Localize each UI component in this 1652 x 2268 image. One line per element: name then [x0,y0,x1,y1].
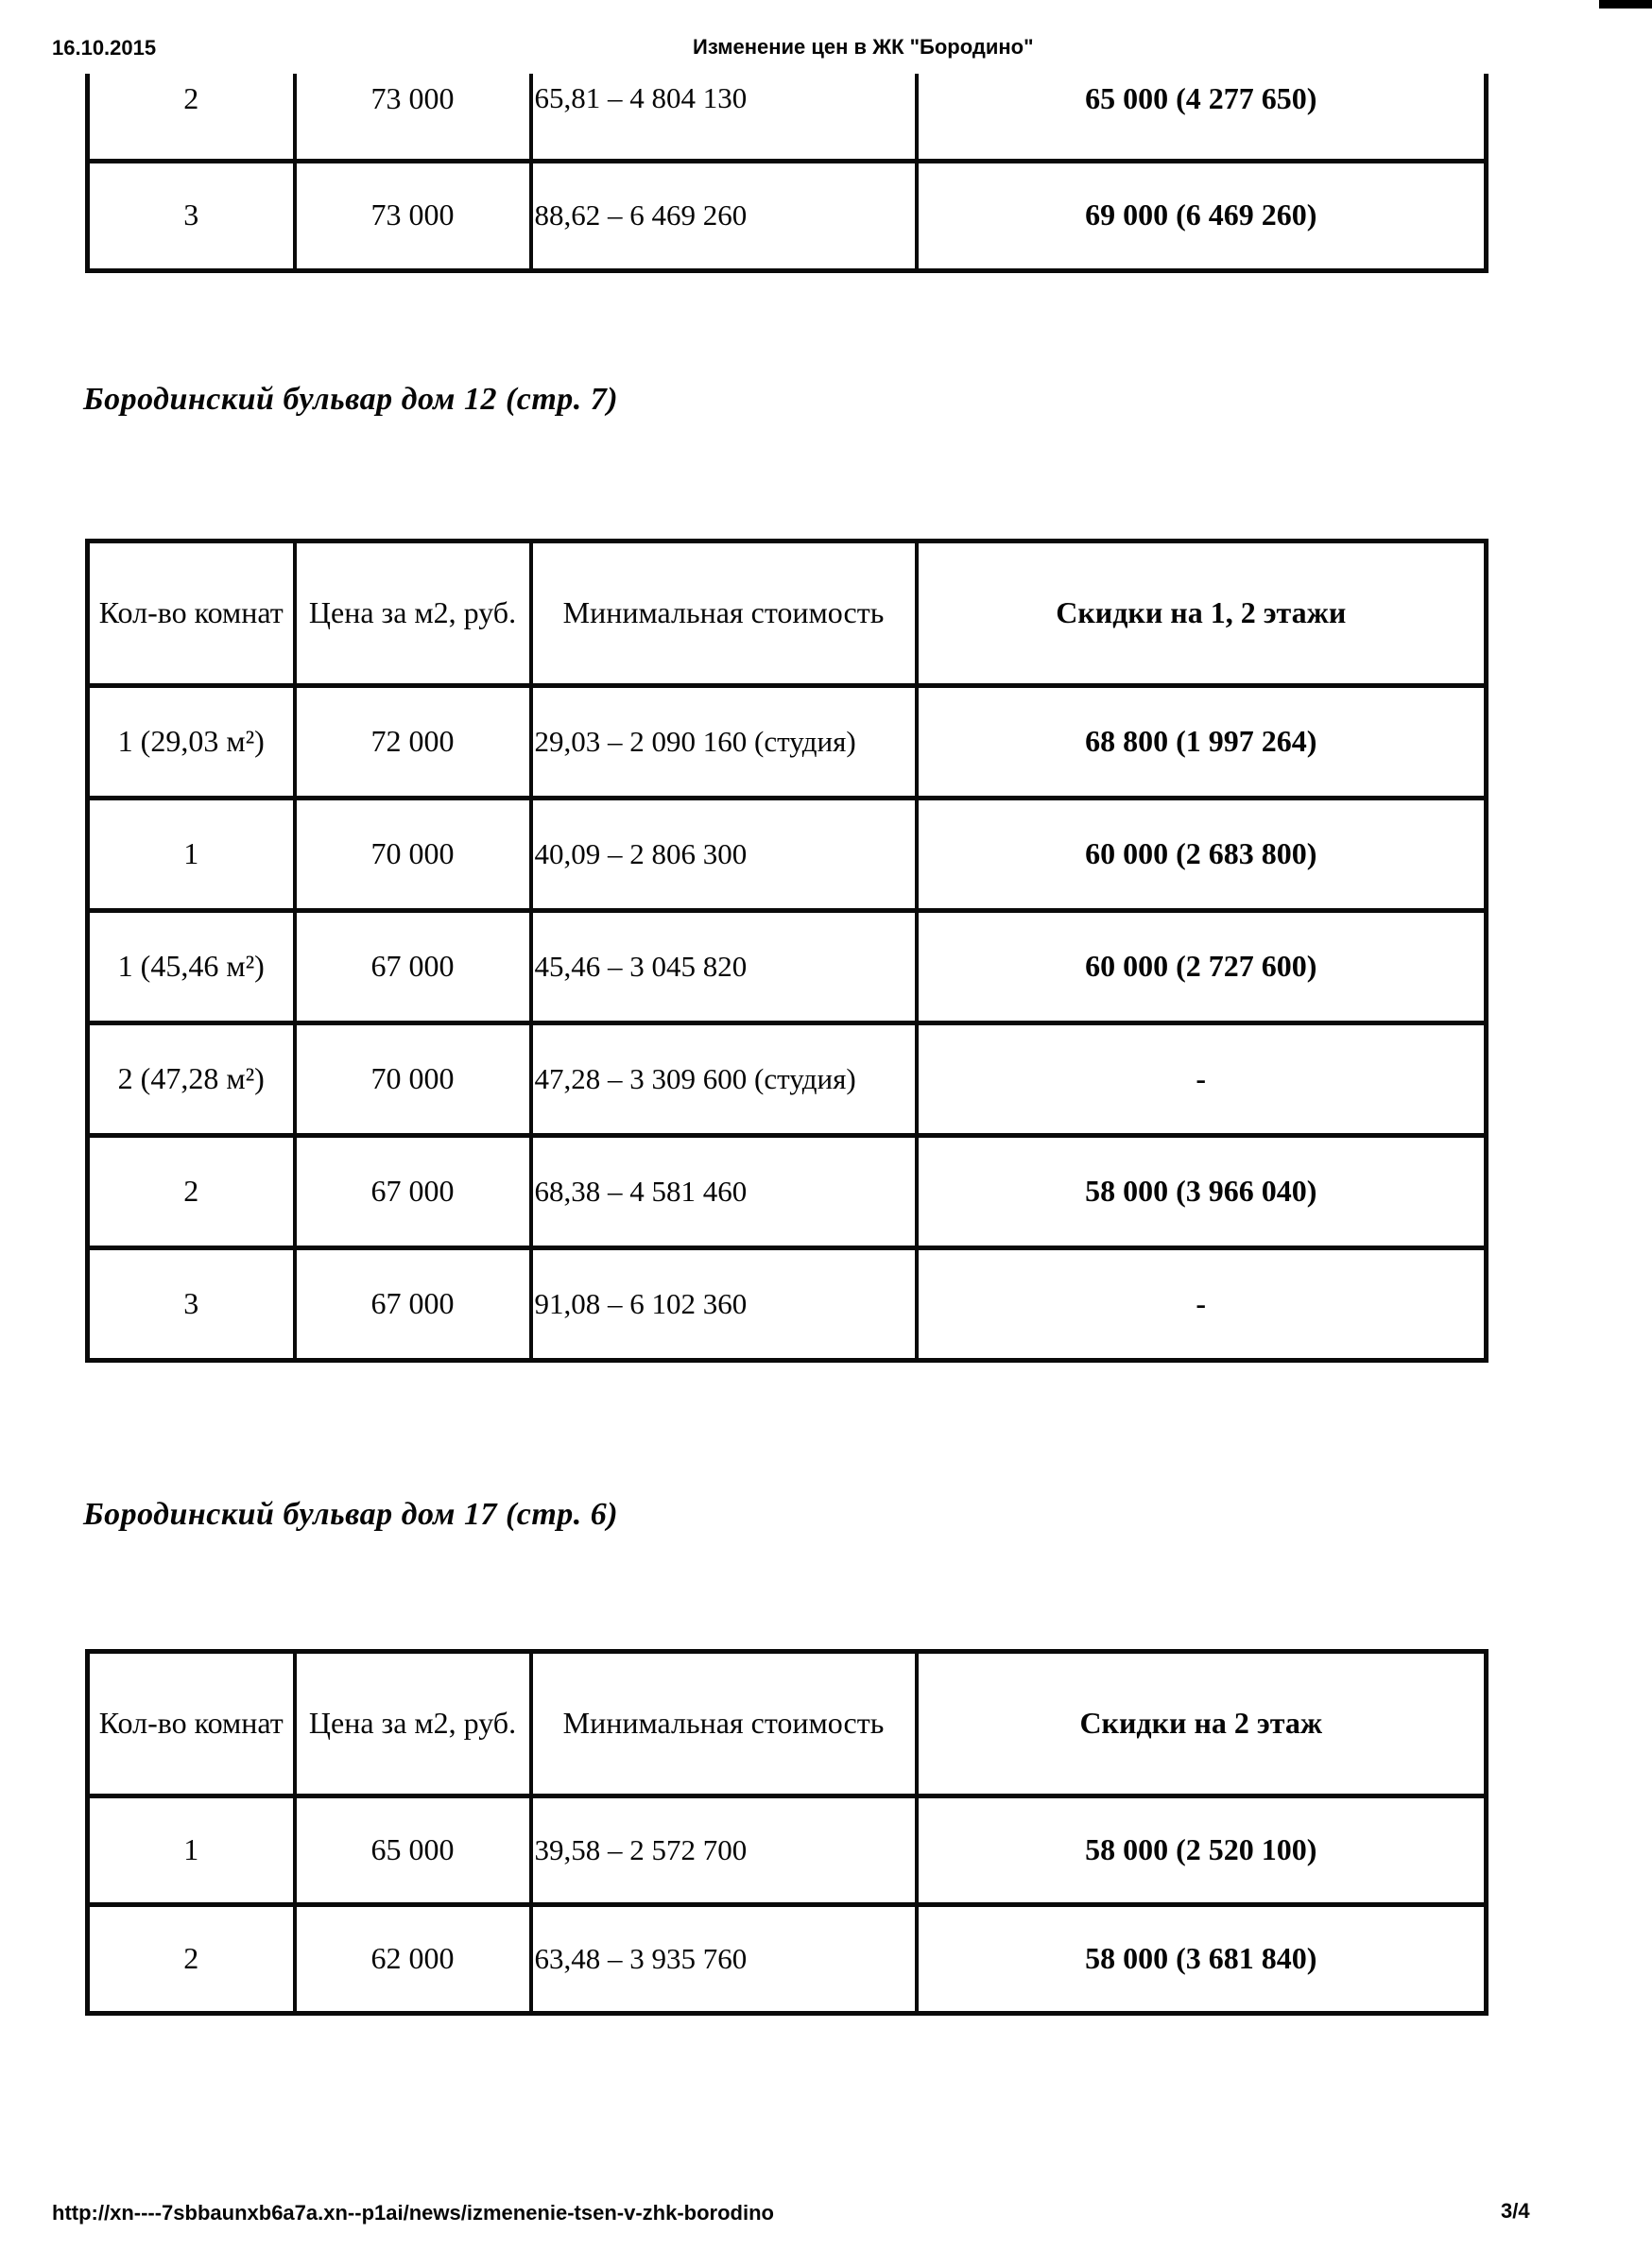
header-row [88,541,1487,686]
table-cell: 40,09 – 2 806 300 [531,799,917,911]
column-header: Минимальная стоимость [531,1652,917,1796]
table-cell: 1 [88,799,295,911]
table-cell: 62 000 [295,1905,531,2014]
table-cell: 70 000 [295,799,531,911]
section-heading-dom-17: Бородинский бульвар дом 17 (стр. 6) [83,1497,619,1532]
table-cell: 67 000 [295,911,531,1023]
table-row [88,911,1487,1023]
column-header: Скидки на 2 этаж [917,1652,1487,1796]
table-cell: 2 [88,74,295,161]
table-cell: 72 000 [295,686,531,799]
column-header: Минимальная стоимость [531,541,917,686]
table-cell: 58 000 (3 966 040) [917,1136,1487,1248]
table-row [88,74,1487,161]
table-cell: 65 000 [295,1796,531,1905]
table-cell: 58 000 (2 520 100) [917,1796,1487,1905]
table-row [88,799,1487,911]
table-cell: 65,81 – 4 804 130 [531,74,917,161]
print-header-title: Изменение цен в ЖК "Бородино" [693,35,1034,59]
table-cell: 2 [88,1136,295,1248]
table-row [88,1905,1487,2014]
table-cell: 1 (45,46 м²) [88,911,295,1023]
header-row [88,1652,1487,1796]
table-row [88,161,1487,270]
table-cell: 60 000 (2 727 600) [917,911,1487,1023]
table-cell: 91,08 – 6 102 360 [531,1248,917,1361]
table-cell: 39,58 – 2 572 700 [531,1796,917,1905]
column-header: Скидки на 1, 2 этажи [917,541,1487,686]
print-header-date: 16.10.2015 [52,36,157,60]
price-table-continued [85,74,1489,273]
table-cell: 1 [88,1796,295,1905]
column-header: Цена за м2, руб. [295,541,531,686]
table-cell: 88,62 – 6 469 260 [531,161,917,270]
table-cell: 65 000 (4 277 650) [917,74,1487,161]
print-footer-url: http://xn----7sbbaunxb6a7a.xn--p1ai/news/izmenenie-tsen-v-zhk-borodino [52,2201,774,2225]
table-cell: 60 000 (2 683 800) [917,799,1487,911]
table-row [88,1136,1487,1248]
table-row [88,1796,1487,1905]
table-row [88,1023,1487,1136]
table-cell: 73 000 [295,161,531,270]
table-cell: - [917,1023,1487,1136]
table-cell: 58 000 (3 681 840) [917,1905,1487,2014]
table-cell: 3 [88,161,295,270]
table-cell: 63,48 – 3 935 760 [531,1905,917,2014]
table-cell: 68,38 – 4 581 460 [531,1136,917,1248]
table-cell: 73 000 [295,74,531,161]
table-cell: 3 [88,1248,295,1361]
table-cell: 29,03 – 2 090 160 (студия) [531,686,917,799]
table-cell: 67 000 [295,1136,531,1248]
price-table-dom-12 [85,539,1489,1363]
price-table-dom-17 [85,1649,1489,2016]
table-cell: 70 000 [295,1023,531,1136]
section-heading-dom-12: Бородинский бульвар дом 12 (стр. 7) [83,382,619,417]
table-cell: 69 000 (6 469 260) [917,161,1487,270]
column-header: Кол-во комнат [88,1652,295,1796]
table-cell: 67 000 [295,1248,531,1361]
scan-corner-mark [1599,0,1652,9]
table-cell: 2 [88,1905,295,2014]
table-row [88,1248,1487,1361]
column-header: Цена за м2, руб. [295,1652,531,1796]
table-cell: 1 (29,03 м²) [88,686,295,799]
table-cell: 45,46 – 3 045 820 [531,911,917,1023]
table-row [88,686,1487,799]
table-cell: 68 800 (1 997 264) [917,686,1487,799]
table-cell: - [917,1248,1487,1361]
table-cell: 2 (47,28 м²) [88,1023,295,1136]
table-cell: 47,28 – 3 309 600 (студия) [531,1023,917,1136]
print-footer-page-number: 3/4 [1501,2199,1530,2223]
column-header: Кол-во комнат [88,541,295,686]
